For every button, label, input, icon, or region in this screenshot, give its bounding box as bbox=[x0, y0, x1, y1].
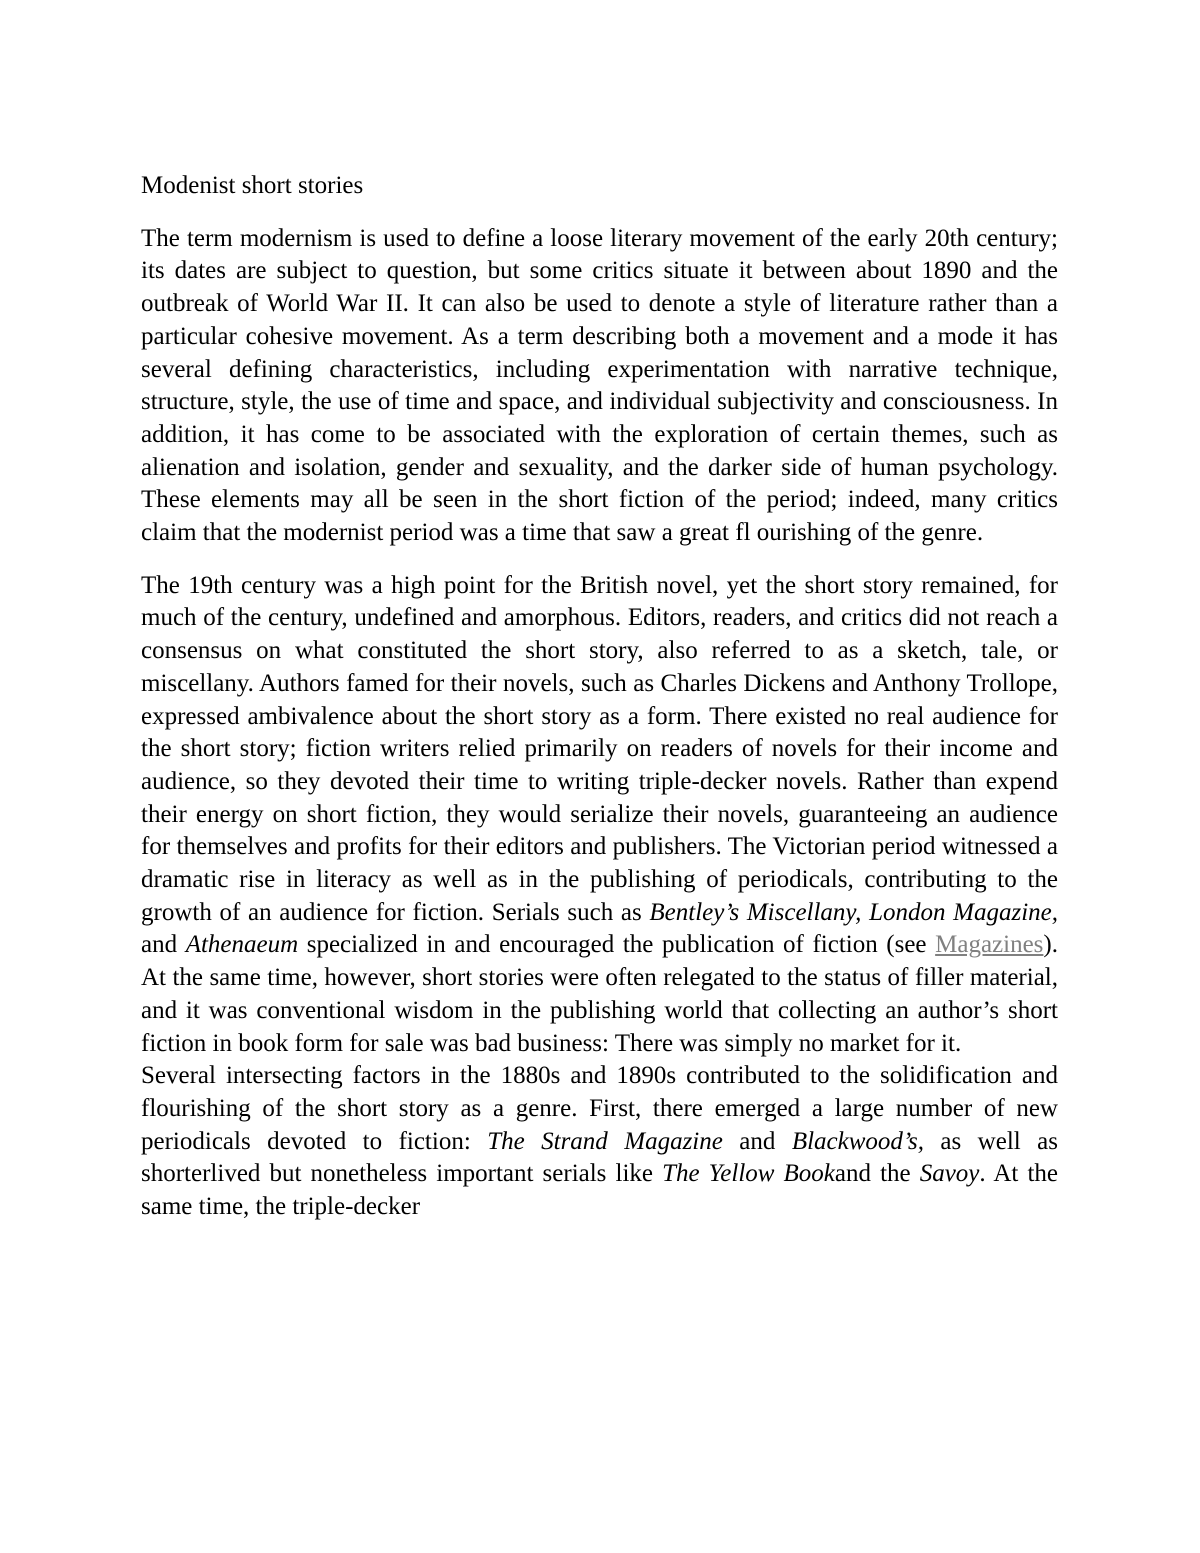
italic-bentleys-london: Bentley’s Miscellany, London Magazine, bbox=[649, 898, 1058, 926]
paragraph-2 bbox=[141, 570, 1058, 1061]
italic-athenaeum: Athenaeum bbox=[185, 931, 299, 959]
paragraph-3-text-4: and the bbox=[834, 1160, 920, 1188]
paragraph-3-text-5: . At the same time, the triple-decker bbox=[141, 1160, 1058, 1221]
paragraph-3-text-1: Several intersecting factors in the 1880s and 1890s contributed to the solidification and flourishing of the short story as a genre. First, there emerged a large number of new periodicals devoted to fiction: bbox=[141, 1062, 1058, 1155]
document-page bbox=[141, 170, 1058, 1224]
magazines-link[interactable]: Magazines bbox=[935, 931, 1044, 959]
paragraph-3-text-3: as well as shorterlived but nonetheless important serials like bbox=[141, 1127, 1058, 1188]
paragraph-2-text-1: The 19th century was a high point for the British novel, yet the short story remained, for much of the century, undefined and amorphous. Editors, readers, and critics did not reach a consensus on what constituted the short story, also referred to as a sketch, tale, or miscellany. Authors famed for their novels, such as Charles Dickens and Anthony Trollope, expressed ambivalence about the short story as a form. There existed no real audience for the short story; fiction writers relied primarily on readers of novels for their income and audience, so they devoted their time to writing triple-decker novels. Rather than expend their energy on short fiction, they would serialize their novels, guaranteeing an audience for themselves and profits for their editors and publishers. The Victorian period witnessed a dramatic rise in literacy as well as in the publishing of periodicals, contributing to the growth of an audience for fiction. Serials such as bbox=[141, 571, 1058, 926]
paragraph-3-text-2: and bbox=[722, 1127, 792, 1155]
paragraph-2-text-3: specialized in and encouraged the publication of fiction (see bbox=[298, 931, 936, 959]
italic-strand-magazine: The Strand Magazine bbox=[487, 1127, 723, 1155]
paragraph-3 bbox=[141, 1060, 1058, 1224]
paragraph-1: The term modernism is used to define a loose literary movement of the early 20th century; its dates are subject to question, but some critics situate it between about 1890 and the outbreak of World War II. It can also be used to denote a style of literature rather than a particular cohesive movement. As a term describing both a movement and a mode it has several defining characteristics, including experimentation with narrative technique, structure, style, the use of time and space, and individual subjectivity and consciousness. In addition, it has come to be associated with the exploration of certain themes, such as alienation and isolation, gender and sexuality, and the darker side of human psychology. These elements may all be seen in the short fiction of the period; indeed, many critics claim that the modernist period was a time that saw a great fl ourishing of the genre. bbox=[141, 224, 1058, 547]
italic-yellow-book: The Yellow Book bbox=[662, 1160, 835, 1188]
document-title: Modenist short stories bbox=[141, 172, 364, 199]
italic-savoy: Savoy bbox=[919, 1160, 980, 1188]
paragraph-2-text-2: and bbox=[141, 931, 186, 959]
italic-blackwoods: Blackwood’s, bbox=[791, 1127, 924, 1155]
paragraph-2-text-4: ). At the same time, however, short stories were often relegated to the status of filler material, and it was conventional wisdom in the publishing world that collecting an author’s short fiction in book form for sale was bad business: There was simply no market for it. bbox=[141, 931, 1058, 1057]
